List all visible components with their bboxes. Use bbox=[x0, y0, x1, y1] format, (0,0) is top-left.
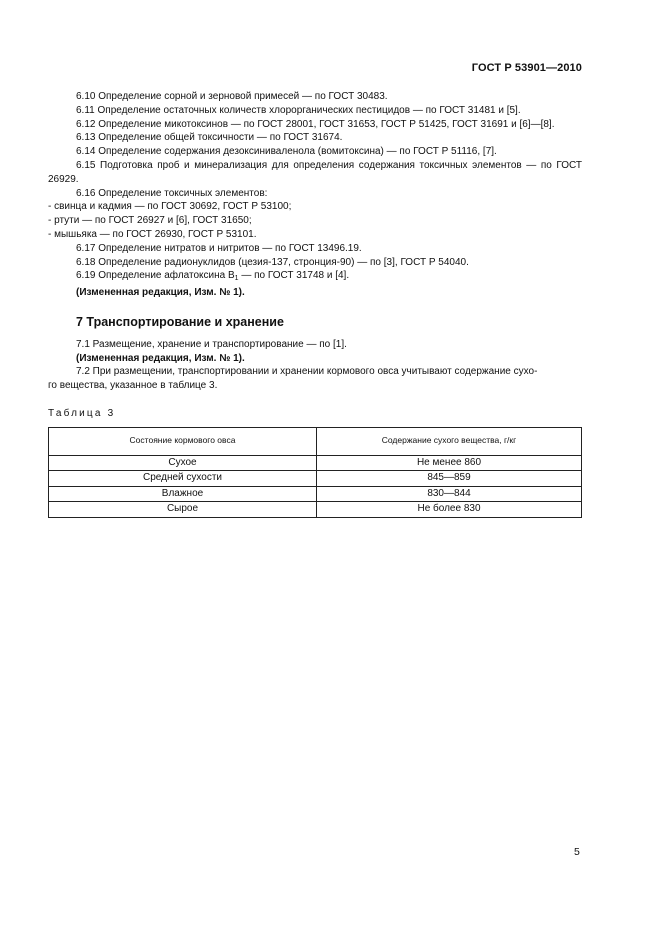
clause-6-11: 6.11 Определение остаточных количеств хлорорганических пестицидов — по ГОСТ 31481 и [5]. bbox=[76, 104, 521, 116]
table-header-state: Состояние кормового овса bbox=[49, 427, 317, 455]
amendment-note-6: (Измененная редакция, Изм. № 1). bbox=[76, 287, 245, 299]
document-body bbox=[48, 90, 582, 518]
table-cell-value: Не более 830 bbox=[317, 502, 582, 518]
clause-6-19-ref: — по ГОСТ 31748 и [4]. bbox=[238, 270, 350, 282]
table-cell-value: Не менее 860 bbox=[317, 455, 582, 471]
clause-7-2-line-2: го вещества, указанное в таблице 3. bbox=[48, 380, 218, 392]
table-header-row bbox=[49, 427, 582, 455]
table-row bbox=[49, 471, 582, 487]
clause-7-2-line-1: 7.2 При размещении, транспортировании и хранении кормового овса учитывают содержание сухо- bbox=[76, 366, 538, 378]
clause-6-16-mercury: - ртути — по ГОСТ 26927 и [6], ГОСТ 31650; bbox=[48, 215, 252, 227]
table-header-dry-matter: Содержание сухого вещества, г/кг bbox=[317, 427, 582, 455]
table-3 bbox=[48, 427, 582, 518]
clause-7-1: 7.1 Размещение, хранение и транспортирование — по [1]. bbox=[76, 338, 347, 350]
clause-6-18: 6.18 Определение радионуклидов (цезия-137, стронция-90) — по [3], ГОСТ Р 54040. bbox=[76, 256, 469, 268]
clause-6-19 bbox=[48, 269, 582, 286]
clause-6-15: 6.15 Подготовка проб и минерализация для определения содержания токсичных элементов — по ГОСТ 26929. bbox=[48, 159, 582, 185]
clause-6-16-arsenic: - мышьяка — по ГОСТ 26930, ГОСТ Р 53101. bbox=[48, 228, 257, 240]
clause-6-10: 6.10 Определение сорной и зерновой примесей — по ГОСТ 30483. bbox=[76, 91, 388, 102]
clause-6-14: 6.14 Определение содержания дезоксиниваленола (вомитоксина) — по ГОСТ Р 51116, [7]. bbox=[76, 146, 497, 158]
document-code: ГОСТ Р 53901—2010 bbox=[471, 62, 582, 74]
table-cell-state: Сухое bbox=[49, 455, 317, 471]
clause-6-12: 6.12 Определение микотоксинов — по ГОСТ 28001, ГОСТ 31653, ГОСТ Р 51425, ГОСТ 31691 и [6]—[8]. bbox=[76, 118, 555, 130]
clause-6-19-text: 6.19 Определение афлатоксина В bbox=[76, 270, 235, 282]
table-cell-state: Сырое bbox=[49, 502, 317, 518]
table-row bbox=[49, 455, 582, 471]
table-cell-value: 830—844 bbox=[317, 486, 582, 502]
clause-6-19-subscript: 1 bbox=[234, 275, 239, 283]
amendment-note-7: (Измененная редакция, Изм. № 1). bbox=[76, 352, 245, 364]
table-cell-state: Влажное bbox=[49, 486, 317, 502]
table-row bbox=[49, 502, 582, 518]
page-number: 5 bbox=[574, 846, 580, 858]
table-row bbox=[49, 486, 582, 502]
clause-6-16-lead-cadmium: - свинца и кадмия — по ГОСТ 30692, ГОСТ Р 53100; bbox=[48, 201, 292, 213]
table-cell-value: 845—859 bbox=[317, 471, 582, 487]
clause-6-13: 6.13 Определение общей токсичности — по ГОСТ 31674. bbox=[76, 132, 343, 144]
clause-6-16: 6.16 Определение токсичных элементов: bbox=[76, 187, 268, 199]
clause-6-17: 6.17 Определение нитратов и нитритов — по ГОСТ 13496.19. bbox=[76, 242, 362, 254]
table-cell-state: Средней сухости bbox=[49, 471, 317, 487]
section-7-title: 7 Транспортирование и хранение bbox=[76, 314, 284, 329]
table-caption: Таблица 3 bbox=[48, 407, 116, 419]
